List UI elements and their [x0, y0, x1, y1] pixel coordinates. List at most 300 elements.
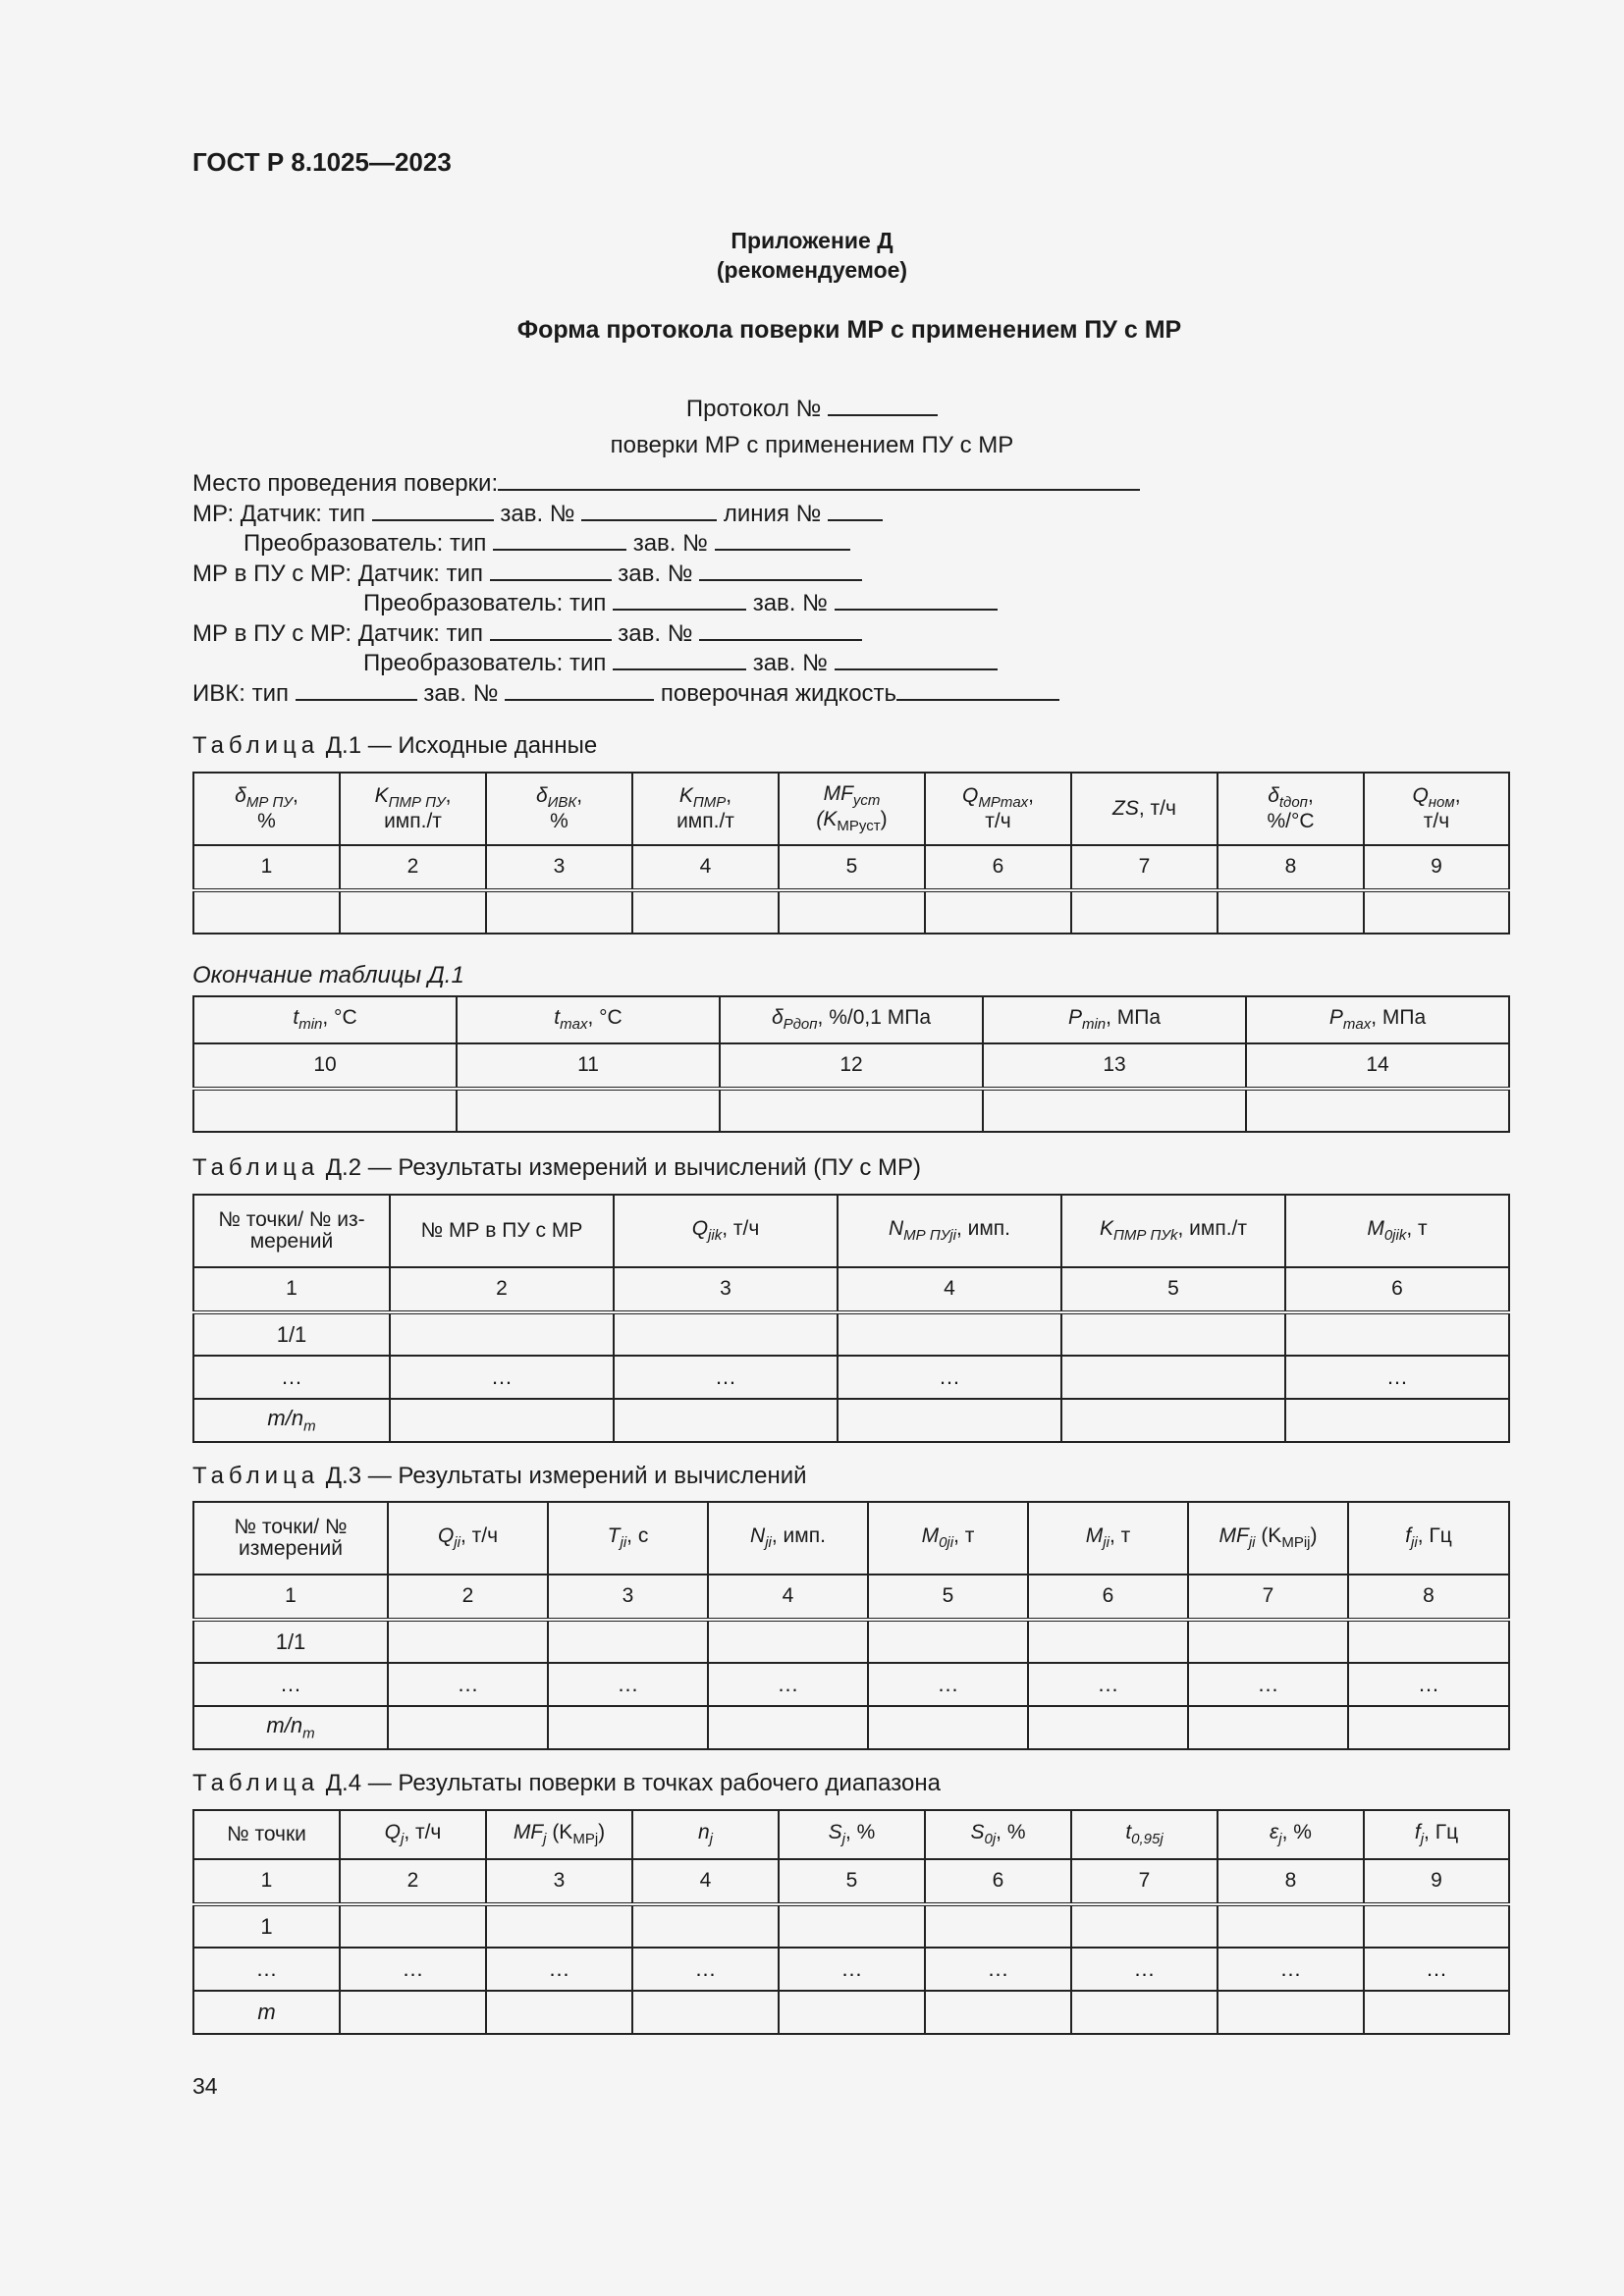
- symbol: N: [888, 1217, 904, 1241]
- table4-colnum-8: 8: [1218, 1859, 1364, 1904]
- table2-cell: …: [614, 1356, 838, 1399]
- table2-cell[interactable]: [1061, 1399, 1285, 1442]
- table1-header-4-unit-line: имп./т: [677, 809, 734, 832]
- table1-end-header-4: [983, 996, 1246, 1043]
- table1-colnum-9: 9: [1364, 845, 1509, 890]
- mr-pu-converter-serial-blank[interactable]: [835, 589, 998, 611]
- table4-cell[interactable]: [1071, 1904, 1218, 1948]
- table1-end-cell[interactable]: [983, 1089, 1246, 1132]
- unit: , имп.: [955, 1217, 1010, 1241]
- table4-cell[interactable]: [1218, 1904, 1364, 1948]
- table2-caption: [192, 1154, 921, 1182]
- table4-header-4-label: [633, 1822, 778, 1847]
- unit: , Гц: [1424, 1821, 1459, 1844]
- serial-label: зав. №: [632, 530, 708, 557]
- unit: ,: [726, 784, 732, 807]
- table4-header-2: [340, 1810, 486, 1859]
- field-ivk: [192, 679, 1059, 708]
- table4-cell: 1: [193, 1904, 340, 1948]
- serial-label: зав. №: [752, 590, 828, 616]
- subscript: ПМР ПУ: [388, 794, 446, 812]
- field-place: [192, 469, 1140, 498]
- symbol: n: [697, 1821, 710, 1844]
- table4-header-5-label: [780, 1822, 924, 1847]
- table1-header-1-label: [194, 785, 339, 811]
- symbol: t: [293, 1006, 299, 1030]
- field-mr-sensor: [192, 500, 883, 528]
- table1-number-row: [193, 845, 1509, 890]
- table2-header-4: [838, 1195, 1061, 1267]
- table3-cell: …: [193, 1663, 388, 1706]
- symbol: K: [678, 784, 693, 807]
- subscript: МР ПУ: [245, 794, 293, 812]
- table4-cell: …: [1364, 1948, 1509, 1991]
- table2-colnum-6: 6: [1285, 1267, 1509, 1312]
- table4-cell[interactable]: [340, 1904, 486, 1948]
- table3-header-6-label: [1029, 1525, 1187, 1551]
- converter-label: Преобразователь: тип: [244, 530, 487, 557]
- table4-cell: …: [193, 1948, 340, 1991]
- protocol-number-line: [0, 395, 1624, 423]
- converter-type-blank[interactable]: [493, 529, 626, 551]
- table3-cell[interactable]: [548, 1706, 708, 1749]
- table2-cell[interactable]: [1285, 1312, 1509, 1356]
- caption-word: Таблица: [192, 1463, 320, 1489]
- table2-cell[interactable]: [614, 1312, 838, 1356]
- table-row: [193, 1706, 1509, 1749]
- table3-header-6: [1028, 1502, 1188, 1575]
- table1-end-cell[interactable]: [1246, 1089, 1509, 1132]
- unit: ): [1310, 1524, 1318, 1548]
- table4-cell[interactable]: [1218, 1991, 1364, 2034]
- table1-end-header-1: [193, 996, 457, 1043]
- table3-cell: …: [708, 1663, 868, 1706]
- table1-end-header-1-label: [194, 1007, 456, 1033]
- table4-header-6-label: [926, 1822, 1070, 1847]
- table4-cell[interactable]: [486, 1904, 632, 1948]
- table2-cell[interactable]: [1061, 1312, 1285, 1356]
- unit: , с: [626, 1524, 649, 1548]
- protocol-label: Протокол №: [685, 396, 822, 422]
- table3-header-3: [548, 1502, 708, 1575]
- subscript: уст: [852, 792, 881, 810]
- table4-header-8-label: [1218, 1822, 1363, 1847]
- table3-cell[interactable]: [1028, 1620, 1188, 1663]
- symbol: δ: [535, 784, 548, 807]
- symbol: δ: [1268, 784, 1279, 807]
- form-title: Форма протокола поверки МР с применением ПУ с МР: [516, 316, 1182, 344]
- mr-sensor-label: МР: Датчик: тип: [192, 501, 366, 527]
- table4-header-6: [925, 1810, 1071, 1859]
- unit: , МПа: [1106, 1006, 1162, 1030]
- table2-cell: 1/1: [193, 1312, 390, 1356]
- unit: ,: [292, 784, 298, 807]
- table3-cell: …: [548, 1663, 708, 1706]
- subscript: ji: [1411, 1534, 1418, 1552]
- table2-colnum-5: 5: [1061, 1267, 1285, 1312]
- table1-header-2-label: [341, 785, 485, 811]
- mr-sensor-type-blank[interactable]: [372, 500, 494, 521]
- subscript: min: [1081, 1016, 1107, 1034]
- table1-end-colnum-1: 10: [193, 1043, 457, 1089]
- mr-pu-sensor2-serial-blank[interactable]: [699, 619, 862, 641]
- table3-cell[interactable]: [1028, 1706, 1188, 1749]
- table3-cell: …: [1348, 1663, 1509, 1706]
- converter-label: Преобразователь: тип: [363, 590, 607, 616]
- table1-end-header-3-label: [721, 1007, 982, 1033]
- caption-word: Таблица: [192, 1770, 320, 1796]
- field-mr-pu-converter-2: [363, 649, 998, 677]
- table2-cell[interactable]: [838, 1399, 1061, 1442]
- table-d1: [192, 772, 1510, 934]
- unit: , т/ч: [1138, 796, 1176, 820]
- table1-end-header-2-label: [458, 1007, 719, 1033]
- serial-label: зав. №: [618, 561, 693, 587]
- table4-cell[interactable]: [779, 1904, 925, 1948]
- table4-cell[interactable]: [1071, 1991, 1218, 2034]
- table4-cell[interactable]: [486, 1991, 632, 2034]
- mr-pu-converter2-serial-blank[interactable]: [835, 649, 998, 670]
- table1-header-7: [1071, 773, 1218, 845]
- table2-cell[interactable]: [838, 1312, 1061, 1356]
- table3-cell[interactable]: [868, 1706, 1028, 1749]
- table1-header-8-unit-line: %/°C: [1267, 809, 1315, 832]
- caption-word: Таблица: [192, 732, 320, 759]
- table1-end-data-row: [193, 1089, 1509, 1132]
- table3-header-1: № точки/ № измерений: [193, 1502, 388, 1575]
- table1-header-4-label: [633, 785, 778, 811]
- table3-cell: 1/1: [193, 1620, 388, 1663]
- table1-cell[interactable]: [1364, 890, 1509, 934]
- line-no-blank[interactable]: [828, 500, 883, 521]
- table2-header-5-label: [1062, 1218, 1284, 1244]
- mr-pu-converter2-type-blank[interactable]: [613, 649, 746, 670]
- table4-header-7-label: [1072, 1822, 1217, 1847]
- symbol: S: [828, 1821, 842, 1844]
- table2-header-3: [614, 1195, 838, 1267]
- table1-header-6: [925, 773, 1071, 845]
- symbol: M: [1085, 1524, 1104, 1548]
- table4-header-9: [1364, 1810, 1509, 1859]
- table3-cell[interactable]: [548, 1620, 708, 1663]
- unit: , %: [845, 1821, 876, 1844]
- symbol: Q: [961, 784, 979, 807]
- table2-header-2: № МР в ПУ с МР: [390, 1195, 614, 1267]
- table4-caption: [192, 1770, 941, 1797]
- subscript: j: [1278, 1831, 1282, 1848]
- table2-cell[interactable]: [390, 1399, 614, 1442]
- table4-header-5: [779, 1810, 925, 1859]
- table1-header-3-label: [487, 785, 631, 811]
- table4-cell[interactable]: [1364, 1904, 1509, 1948]
- table3-cell[interactable]: [1188, 1620, 1348, 1663]
- symbol: T: [607, 1524, 621, 1548]
- table1-end-number-row: [193, 1043, 1509, 1089]
- symbol: f: [1405, 1524, 1412, 1548]
- subscript: j: [543, 1831, 547, 1848]
- table1-header-7-label: [1072, 798, 1217, 820]
- table-row: [193, 1948, 1509, 1991]
- unit: , МПа: [1371, 1006, 1427, 1030]
- table1-header-1: [193, 773, 340, 845]
- table4-colnum-2: 2: [340, 1859, 486, 1904]
- table3-colnum-5: 5: [868, 1575, 1028, 1620]
- converter-label: Преобразователь: тип: [363, 650, 607, 676]
- table1-colnum-3: 3: [486, 845, 632, 890]
- symbol: K: [374, 784, 389, 807]
- table1-cell[interactable]: [1218, 890, 1364, 934]
- table4-cell[interactable]: [632, 1904, 779, 1948]
- table2-cell[interactable]: [614, 1399, 838, 1442]
- ivk-serial-blank[interactable]: [505, 679, 654, 701]
- table2-header-3-label: [615, 1218, 837, 1244]
- table1-end-header-3: [720, 996, 983, 1043]
- table3-header-8-label: [1349, 1525, 1508, 1551]
- table3-cell[interactable]: [1348, 1706, 1509, 1749]
- table3-header-2-label: [389, 1525, 547, 1551]
- table1-header-8-label: [1218, 785, 1363, 811]
- table2-cell: …: [193, 1356, 390, 1399]
- liquid-blank[interactable]: [896, 679, 1059, 701]
- caption-rest: Д.1 — Исходные данные: [319, 732, 598, 759]
- table2-header-row: [193, 1195, 1509, 1267]
- table2-cell: …: [1285, 1356, 1509, 1399]
- table1-header-2: [340, 773, 486, 845]
- table1-cell[interactable]: [779, 890, 925, 934]
- unit: ,: [1454, 784, 1461, 807]
- table2-header-1: № точки/ № из-мерений: [193, 1195, 390, 1267]
- mr-pu-sensor2-type-blank[interactable]: [490, 619, 612, 641]
- table3-cell[interactable]: [1348, 1620, 1509, 1663]
- table1-end-header-2: [457, 996, 720, 1043]
- caption-word: Таблица: [192, 1154, 320, 1181]
- table4-header-1: № точки: [193, 1810, 340, 1859]
- subscript: ном: [1428, 794, 1455, 812]
- subscript: 0ji: [939, 1534, 954, 1552]
- appendix-subtitle: (рекомендуемое): [716, 257, 908, 283]
- symbol: δ: [235, 784, 246, 807]
- table3-cell[interactable]: [388, 1620, 548, 1663]
- table-row: [193, 1620, 1509, 1663]
- table4-header-3-label: [487, 1822, 631, 1847]
- subscript: МРij: [1281, 1534, 1311, 1552]
- table4-header-8: [1218, 1810, 1364, 1859]
- table1-colnum-1: 1: [193, 845, 340, 890]
- table1-end-colnum-3: 12: [720, 1043, 983, 1089]
- table3-colnum-2: 2: [388, 1575, 548, 1620]
- symbol: S: [970, 1821, 985, 1844]
- table1-end-header-4-label: [984, 1007, 1245, 1033]
- table3-cell[interactable]: [388, 1706, 548, 1749]
- table4-cell[interactable]: [779, 1991, 925, 2034]
- subscript: max: [560, 1016, 588, 1034]
- subscript: j: [1420, 1831, 1425, 1848]
- subscript: МРj: [572, 1831, 599, 1848]
- table1-end-cell[interactable]: [193, 1089, 457, 1132]
- table4-header-7: [1071, 1810, 1218, 1859]
- table3-cell[interactable]: [868, 1620, 1028, 1663]
- mr-pu-sensor-serial-blank[interactable]: [699, 560, 862, 581]
- serial-label: зав. №: [618, 620, 693, 647]
- mr-pu-sensor-type-blank[interactable]: [490, 560, 612, 581]
- mr-pu-sensor-label: МР в ПУ с МР: Датчик: тип: [192, 561, 483, 587]
- table2-cell: $m/n_m$: [193, 1399, 390, 1442]
- table1-header-3-unit-line: %: [550, 809, 568, 832]
- subscript: ji: [1103, 1534, 1110, 1552]
- table2-cell: …: [838, 1356, 1061, 1399]
- table1-end-colnum-2: 11: [457, 1043, 720, 1089]
- table2-cell[interactable]: [390, 1312, 614, 1356]
- table1-cell[interactable]: [193, 890, 340, 934]
- table3-header-8: [1348, 1502, 1509, 1575]
- table1-header-5: [779, 773, 925, 845]
- symbol: f: [1414, 1821, 1421, 1844]
- symbol: P: [1067, 1006, 1082, 1030]
- subscript: ПМР ПУk: [1113, 1227, 1178, 1245]
- table1-header-9: [1364, 773, 1509, 845]
- unit: , т: [1406, 1217, 1428, 1241]
- table3-header-row: [193, 1502, 1509, 1575]
- table1-end-cell[interactable]: [720, 1089, 983, 1132]
- table4-header-9-label: [1365, 1822, 1508, 1847]
- table1-cell[interactable]: [1071, 890, 1218, 934]
- table3-colnum-1: 1: [193, 1575, 388, 1620]
- table3-header-5: [868, 1502, 1028, 1575]
- table-row: [193, 1399, 1509, 1442]
- table3-caption: [192, 1463, 807, 1490]
- table4-cell[interactable]: [1364, 1991, 1509, 2034]
- page-number: 34: [192, 2073, 218, 2099]
- unit: , °C: [587, 1006, 623, 1030]
- symbol: t: [554, 1006, 561, 1030]
- unit: ,: [1028, 784, 1035, 807]
- field-mr-converter: [244, 529, 850, 558]
- line-no-label: линия №: [723, 501, 822, 527]
- table4-cell[interactable]: [925, 1904, 1071, 1948]
- table1-colnum-2: 2: [340, 845, 486, 890]
- subscript: j: [400, 1831, 405, 1848]
- liquid-label: поверочная жидкость: [660, 680, 897, 707]
- ivk-type-blank[interactable]: [296, 679, 417, 701]
- caption-rest: Д.2 — Результаты измерений и вычислений (ПУ с МР): [319, 1154, 922, 1181]
- table1-header-4: [632, 773, 779, 845]
- unit: ,: [576, 784, 583, 807]
- subscript: tдоп: [1278, 794, 1308, 812]
- table4-cell[interactable]: [340, 1991, 486, 2034]
- symbol: MF: [823, 782, 853, 806]
- table1-colnum-4: 4: [632, 845, 779, 890]
- converter-serial-blank[interactable]: [715, 529, 850, 551]
- table1-header-row: [193, 773, 1509, 845]
- table3-cell[interactable]: [708, 1620, 868, 1663]
- field-mr-pu-converter-1: [363, 589, 998, 617]
- subscript: 0jik: [1383, 1227, 1407, 1245]
- table1-cell[interactable]: [486, 890, 632, 934]
- table1-header-6-unit-line: т/ч: [985, 809, 1011, 832]
- table4-colnum-4: 4: [632, 1859, 779, 1904]
- symbol: K: [1099, 1217, 1113, 1241]
- subscript: МР ПУji: [903, 1227, 956, 1245]
- table1-header-5-unit-line: $(K_{МРуст})$: [816, 808, 888, 835]
- symbol: Q: [1412, 784, 1429, 807]
- unit: ): [598, 1821, 606, 1844]
- symbol: P: [1328, 1006, 1343, 1030]
- table1-colnum-6: 6: [925, 845, 1071, 890]
- protocol-number-blank[interactable]: [828, 395, 938, 416]
- table2-cell[interactable]: [1285, 1399, 1509, 1442]
- appendix-title: Приложение Д: [731, 228, 893, 253]
- table2-cell: …: [390, 1356, 614, 1399]
- table1-cell[interactable]: [340, 890, 486, 934]
- unit: , %: [996, 1821, 1026, 1844]
- subscript: ji: [454, 1534, 460, 1552]
- mr-sensor-serial-blank[interactable]: [581, 500, 717, 521]
- table3-header-4-label: [709, 1525, 867, 1551]
- subscript: min: [298, 1016, 323, 1034]
- table1-header-9-unit-line: т/ч: [1423, 809, 1450, 832]
- subscript: ji: [765, 1534, 772, 1552]
- table-d2: [192, 1194, 1510, 1443]
- table1-header-3: [486, 773, 632, 845]
- unit: (K: [546, 1821, 573, 1844]
- table4-cell[interactable]: [925, 1991, 1071, 2034]
- table-row: [193, 1663, 1509, 1706]
- table3-cell: …: [1028, 1663, 1188, 1706]
- table2-header-6: [1285, 1195, 1509, 1267]
- symbol: N: [750, 1524, 766, 1548]
- unit: , имп./т: [1177, 1217, 1247, 1241]
- table4-cell: …: [486, 1948, 632, 1991]
- table2-colnum-4: 4: [838, 1267, 1061, 1312]
- table1-cell[interactable]: [925, 890, 1071, 934]
- unit: ,: [1307, 784, 1314, 807]
- table4-cell: …: [1218, 1948, 1364, 1991]
- table1-cell[interactable]: [632, 890, 779, 934]
- table1-end-colnum-4: 13: [983, 1043, 1246, 1089]
- table-d4: [192, 1809, 1510, 2035]
- subscript: ji: [1248, 1534, 1256, 1552]
- caption-rest: Д.3 — Результаты измерений и вычислений: [319, 1463, 807, 1489]
- unit: , °C: [322, 1006, 357, 1030]
- table1-end-cell[interactable]: [457, 1089, 720, 1132]
- table-d3: [192, 1501, 1510, 1750]
- place-blank[interactable]: [498, 469, 1140, 491]
- unit: , т/ч: [460, 1524, 499, 1548]
- table3-header-2: [388, 1502, 548, 1575]
- symbol: Q: [437, 1524, 455, 1548]
- table1-colnum-8: 8: [1218, 845, 1364, 890]
- table4-cell: m: [193, 1991, 340, 2034]
- table1-data-row: [193, 890, 1509, 934]
- table1-colnum-5: 5: [779, 845, 925, 890]
- table3-cell[interactable]: [1188, 1706, 1348, 1749]
- table4-cell[interactable]: [632, 1991, 779, 2034]
- table-row: [193, 1991, 1509, 2034]
- table3-cell[interactable]: [708, 1706, 868, 1749]
- field-mr-pu-sensor-2: [192, 619, 862, 648]
- table3-header-5-label: [869, 1525, 1027, 1551]
- protocol-subtitle: поверки МР с применением ПУ с МР: [610, 432, 1014, 458]
- symbol: δ: [771, 1006, 784, 1030]
- table1-header-5-label: [780, 783, 924, 809]
- table3-colnum-6: 6: [1028, 1575, 1188, 1620]
- unit: (K: [1255, 1524, 1282, 1548]
- table2-colnum-3: 3: [614, 1267, 838, 1312]
- table2-cell[interactable]: [1061, 1356, 1285, 1399]
- mr-pu-converter-type-blank[interactable]: [613, 589, 746, 611]
- table3-number-row: [193, 1575, 1509, 1620]
- table4-colnum-3: 3: [486, 1859, 632, 1904]
